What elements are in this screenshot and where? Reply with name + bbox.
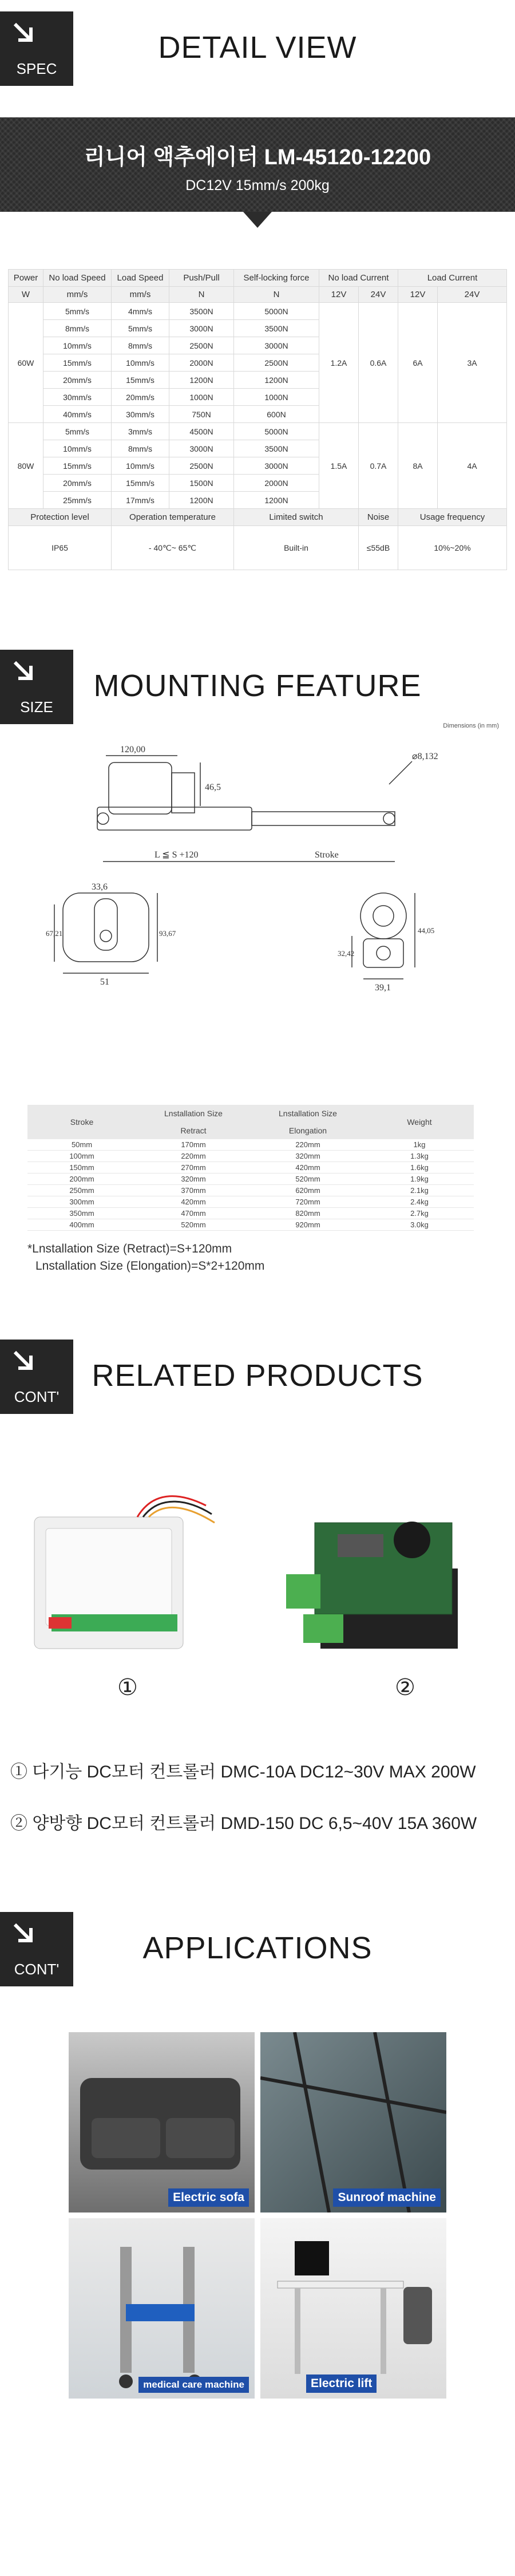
product-number-2: ② xyxy=(395,1675,415,1700)
controller-panel xyxy=(46,1528,172,1626)
label-stroke: Stroke xyxy=(315,850,339,860)
label-33: 33,6 xyxy=(92,882,108,892)
table-cell: 1kg xyxy=(365,1139,474,1151)
applications-title: APPLICATIONS xyxy=(142,1931,373,1965)
table-cell: 50mm xyxy=(27,1139,136,1151)
rear-mount-bracket xyxy=(94,899,117,950)
spec-header: Load Speed xyxy=(112,270,169,287)
connector-2 xyxy=(303,1614,343,1643)
table-cell: 220mm xyxy=(251,1139,365,1151)
table-cell: 5000N xyxy=(234,423,319,440)
footer-header: Usage frequency xyxy=(398,509,507,526)
app-electric-sofa xyxy=(69,2032,255,2212)
table-cell: 2000N xyxy=(234,475,319,492)
spec-tag-text: SPEC xyxy=(16,60,57,77)
related-section-header xyxy=(0,1328,515,1408)
footer-value: - 40℃~ 65℃ xyxy=(112,526,234,570)
table-cell: 600N xyxy=(234,406,319,423)
table-cell: 1200N xyxy=(234,372,319,389)
stroke-header: Weight xyxy=(365,1105,474,1139)
rear-end-hole xyxy=(100,930,112,942)
mounting-feature-title: MOUNTING FEATURE xyxy=(93,669,422,703)
table-cell: 5mm/s xyxy=(43,303,112,320)
table-cell: 320mm xyxy=(136,1174,251,1185)
table-cell: 5000N xyxy=(234,303,319,320)
table-cell: 3mm/s xyxy=(112,423,169,440)
table-cell: 5mm/s xyxy=(112,320,169,337)
actuator-tube xyxy=(97,807,252,830)
table-cell: 1.9kg xyxy=(365,1174,474,1185)
table-cell: 15mm/s xyxy=(43,354,112,372)
spec-subheader: 24V xyxy=(359,287,398,303)
footer-header: Protection level xyxy=(9,509,112,526)
table-cell: 470mm xyxy=(136,1208,251,1219)
table-cell: 1200N xyxy=(234,492,319,509)
spec-header: No load Speed xyxy=(43,270,112,287)
table-cell: 15mm/s xyxy=(43,457,112,475)
table-cell: 2.1kg xyxy=(365,1185,474,1196)
table-cell: 15mm/s xyxy=(112,372,169,389)
table-cell: 2500N xyxy=(169,457,234,475)
table-cell: 20mm/s xyxy=(43,372,112,389)
current-cell: 0.6A xyxy=(359,303,398,423)
table-cell: 8mm/s xyxy=(112,440,169,457)
table-cell: 920mm xyxy=(251,1219,365,1231)
table-cell: 1.3kg xyxy=(365,1151,474,1162)
footer-value: ≤55dB xyxy=(359,526,398,570)
detail-view-title: DETAIL VIEW xyxy=(158,30,357,65)
table-row xyxy=(9,423,507,440)
table-cell: 200mm xyxy=(27,1174,136,1185)
table-cell: 420mm xyxy=(136,1196,251,1208)
related-products-title: RELATED PRODUCTS xyxy=(92,1358,423,1393)
product-image-dmd150 xyxy=(280,1477,475,1672)
table-cell: 30mm/s xyxy=(43,389,112,406)
app-electric-lift xyxy=(260,2218,446,2399)
app-medical-care xyxy=(69,2218,255,2399)
app-label: Electric sofa xyxy=(168,2188,249,2207)
product-name: 리니어 액추에이터 LM-45120-12200 xyxy=(84,145,431,169)
mounting-drawing xyxy=(46,738,481,1059)
stroke-header: Stroke xyxy=(27,1105,136,1139)
table-cell: 350mm xyxy=(27,1208,136,1219)
spec-table xyxy=(8,269,507,570)
table-cell: 1000N xyxy=(234,389,319,406)
table-cell: 170mm xyxy=(136,1139,251,1151)
table-cell: 3000N xyxy=(234,337,319,354)
table-cell: 8mm/s xyxy=(112,337,169,354)
apps-section-header xyxy=(0,1901,515,1981)
power-cell: 80W xyxy=(9,423,43,509)
table-cell: 20mm/s xyxy=(112,389,169,406)
table-cell: 720mm xyxy=(251,1196,365,1208)
table-cell: 2.4kg xyxy=(365,1196,474,1208)
table-cell: 3500N xyxy=(234,440,319,457)
table-cell: 25mm/s xyxy=(43,492,112,509)
current-cell: 3A xyxy=(438,303,507,423)
current-cell: 0.7A xyxy=(359,423,398,509)
table-cell: 3000N xyxy=(234,457,319,475)
label-39: 39,1 xyxy=(375,983,391,993)
connector-1 xyxy=(286,1574,320,1609)
spec-subheader: 12V xyxy=(398,287,438,303)
table-cell: 40mm/s xyxy=(43,406,112,423)
motor-body xyxy=(109,762,172,814)
label-l: L ≦ S +120 xyxy=(154,850,199,860)
table-cell: 520mm xyxy=(251,1174,365,1185)
table-row xyxy=(9,303,507,320)
table-row xyxy=(27,1174,474,1185)
table-cell: 300mm xyxy=(27,1196,136,1208)
medical-chair-illustration xyxy=(69,2218,255,2399)
dimensions-note: Dimensions (in mm) xyxy=(443,722,499,729)
banner-pointer xyxy=(243,212,272,228)
table-cell: 30mm/s xyxy=(112,406,169,423)
stroke-table xyxy=(27,1105,474,1231)
stroke-header: Lnstallation Size xyxy=(136,1105,251,1122)
front-end-hole xyxy=(377,946,390,960)
table-cell: 2500N xyxy=(234,354,319,372)
product-specs: DC12V 15mm/s 200kg xyxy=(185,177,330,193)
spec-header: Load Current xyxy=(398,270,507,287)
table-row xyxy=(27,1185,474,1196)
dip-switch xyxy=(49,1617,72,1629)
front-mount-hole xyxy=(383,813,395,824)
spec-section-header xyxy=(0,0,515,80)
current-cell: 1.5A xyxy=(319,423,359,509)
table-cell: 750N xyxy=(169,406,234,423)
table-row xyxy=(27,1196,474,1208)
table-cell: 17mm/s xyxy=(112,492,169,509)
table-cell: 3500N xyxy=(234,320,319,337)
table-cell: 15mm/s xyxy=(112,475,169,492)
table-cell: 2000N xyxy=(169,354,234,372)
table-cell: 220mm xyxy=(136,1151,251,1162)
size-section-header xyxy=(0,638,515,718)
table-cell: 370mm xyxy=(136,1185,251,1196)
product-banner xyxy=(0,117,515,212)
stroke-subheader: Retract xyxy=(136,1122,251,1139)
table-row xyxy=(27,1139,474,1151)
spec-header: No load Current xyxy=(319,270,398,287)
table-row xyxy=(27,1151,474,1162)
label-93: 93,67 xyxy=(159,929,176,938)
spec-header: Self-locking force xyxy=(234,270,319,287)
table-cell: 3000N xyxy=(169,320,234,337)
sofa-illustration xyxy=(69,2032,255,2212)
table-cell: 10mm/s xyxy=(112,354,169,372)
sunroof-illustration xyxy=(260,2032,446,2212)
size-tag-text: SIZE xyxy=(20,698,53,716)
install-note-retract: *Lnstallation Size (Retract)=S+120mm xyxy=(27,1242,232,1255)
rear-mount-hole xyxy=(97,813,109,824)
table-cell: 270mm xyxy=(136,1162,251,1174)
actuator-rod xyxy=(252,812,395,825)
table-cell: 3500N xyxy=(169,303,234,320)
app-sunroof xyxy=(260,2032,446,2212)
table-cell: 1200N xyxy=(169,492,234,509)
front-motor-inner xyxy=(373,906,394,926)
table-cell: 2500N xyxy=(169,337,234,354)
table-cell: 620mm xyxy=(251,1185,365,1196)
table-cell: 150mm xyxy=(27,1162,136,1174)
spec-subheader: mm/s xyxy=(43,287,112,303)
table-cell: 4mm/s xyxy=(112,303,169,320)
table-row xyxy=(27,1162,474,1174)
table-cell: 10mm/s xyxy=(43,337,112,354)
table-cell: 520mm xyxy=(136,1219,251,1231)
spec-subheader: 24V xyxy=(438,287,507,303)
label-44: 44,05 xyxy=(418,926,435,935)
front-end-view xyxy=(363,939,403,967)
footer-value: Built-in xyxy=(234,526,359,570)
table-cell: 400mm xyxy=(27,1219,136,1231)
table-cell: 3.0kg xyxy=(365,1219,474,1231)
spec-subheader: W xyxy=(9,287,43,303)
related-product-line-2: ② 양방향 DC모터 컨트롤러 DMD-150 DC 6,5~40V 15A 360W xyxy=(10,1814,477,1833)
spec-header: Push/Pull xyxy=(169,270,234,287)
table-cell: 10mm/s xyxy=(112,457,169,475)
table-cell: 8mm/s xyxy=(43,320,112,337)
spec-header: Power xyxy=(9,270,43,287)
product-number-1: ① xyxy=(117,1675,138,1700)
app-label: Electric lift xyxy=(306,2374,377,2393)
table-cell: 420mm xyxy=(251,1162,365,1174)
table-cell: 320mm xyxy=(251,1151,365,1162)
table-cell: 1200N xyxy=(169,372,234,389)
related-product-line-1: ① 다기능 DC모터 컨트롤러 DMC-10A DC12~30V MAX 200W xyxy=(10,1763,476,1781)
footer-header: Limited switch xyxy=(234,509,359,526)
table-cell: 4500N xyxy=(169,423,234,440)
leader-line-8 xyxy=(389,761,412,784)
current-cell: 8A xyxy=(398,423,438,509)
footer-value: 10%~20% xyxy=(398,526,507,570)
label-120: 120,00 xyxy=(120,745,145,754)
label-8: ⌀8,132 xyxy=(412,752,438,761)
capacitor xyxy=(394,1522,430,1558)
chip xyxy=(338,1534,383,1557)
current-cell: 1.2A xyxy=(319,303,359,423)
spec-subheader: 12V xyxy=(319,287,359,303)
spec-subheader: N xyxy=(234,287,319,303)
table-row xyxy=(27,1208,474,1219)
power-cell: 60W xyxy=(9,303,43,423)
current-cell: 6A xyxy=(398,303,438,423)
label-46: 46,5 xyxy=(205,783,221,792)
table-cell: 20mm/s xyxy=(43,475,112,492)
related-tag-text: CONT' xyxy=(14,1388,60,1405)
app-label: medical care machine xyxy=(138,2377,249,2393)
table-cell: 820mm xyxy=(251,1208,365,1219)
label-51: 51 xyxy=(100,977,109,987)
table-cell: 10mm/s xyxy=(43,440,112,457)
app-label: Sunroof machine xyxy=(333,2188,441,2207)
product-image-dmc10a xyxy=(23,1477,217,1672)
table-cell: 2.7kg xyxy=(365,1208,474,1219)
table-cell: 250mm xyxy=(27,1185,136,1196)
spec-subheader: mm/s xyxy=(112,287,169,303)
rear-end-view xyxy=(63,893,149,962)
current-cell: 4A xyxy=(438,423,507,509)
footer-header: Noise xyxy=(359,509,398,526)
footer-value: IP65 xyxy=(9,526,112,570)
install-note-elongation: Lnstallation Size (Elongation)=S*2+120mm xyxy=(35,1259,265,1273)
footer-header: Operation temperature xyxy=(112,509,234,526)
table-cell: 1.6kg xyxy=(365,1162,474,1174)
stroke-header: Lnstallation Size xyxy=(251,1105,365,1122)
table-cell: 5mm/s xyxy=(43,423,112,440)
front-motor-circle xyxy=(360,893,406,939)
table-cell: 100mm xyxy=(27,1151,136,1162)
desk-illustration xyxy=(260,2218,446,2399)
spec-subheader: N xyxy=(169,287,234,303)
label-32: 32,42 xyxy=(338,949,355,958)
table-cell: 3000N xyxy=(169,440,234,457)
stroke-subheader: Elongation xyxy=(251,1122,365,1139)
table-cell: 1000N xyxy=(169,389,234,406)
table-cell: 1500N xyxy=(169,475,234,492)
apps-tag-text: CONT' xyxy=(14,1961,60,1978)
label-67: 67,21 xyxy=(46,929,63,938)
table-row xyxy=(27,1219,474,1231)
